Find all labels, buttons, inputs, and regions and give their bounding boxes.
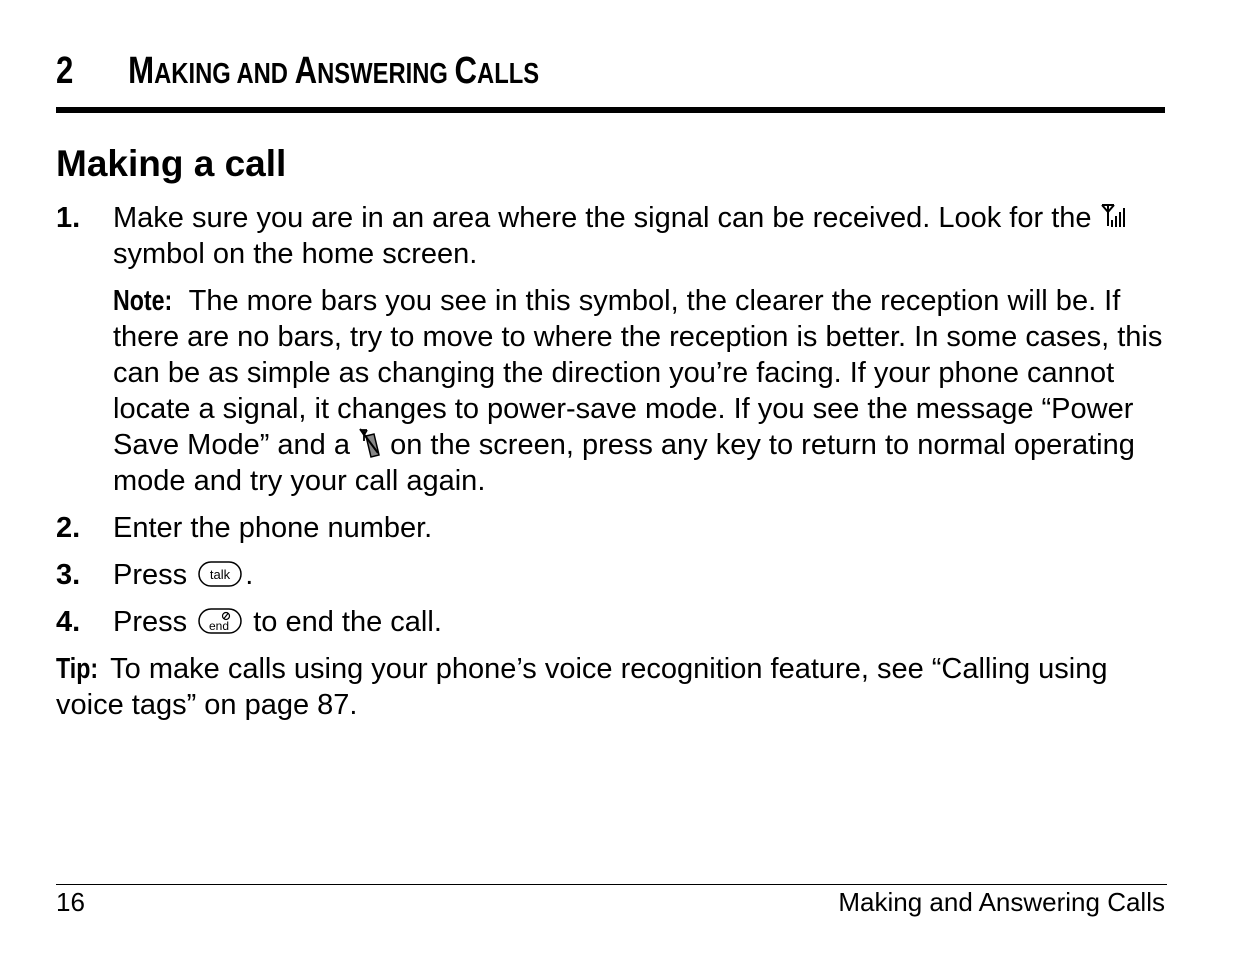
step-text: Make sure you are in an area where the signal can be received. Look for the	[113, 202, 1092, 234]
talk-key-icon	[195, 558, 245, 590]
step-number: 2.	[56, 512, 81, 544]
tip-text: To make calls using your phone’s voice recognition feature, see “Calling using voice tags” on page 87.	[56, 653, 1108, 721]
chapter-number: 2	[56, 50, 74, 92]
title-rest: ALLS	[477, 58, 540, 90]
note-text-cont: on the screen, press any key to return to normal operating mode and try your call again.	[113, 429, 1135, 497]
list-item	[56, 200, 1166, 272]
step-text: Enter the phone number.	[113, 512, 433, 544]
title-rest: NSWERING	[317, 58, 455, 90]
list-item	[56, 510, 1166, 546]
step-number: 4.	[56, 606, 81, 638]
page-body	[56, 200, 1166, 723]
title-rest: AKING AND	[154, 58, 295, 90]
no-signal-phone-icon	[358, 427, 382, 459]
title-cap: C	[454, 50, 478, 92]
end-key-icon	[195, 605, 245, 637]
step-text-cont: .	[245, 559, 254, 591]
note-label: Note:	[113, 285, 173, 317]
step-text: Press	[113, 559, 196, 591]
step-number: 3.	[56, 559, 81, 591]
chapter-title	[128, 50, 539, 92]
tip-label: Tip:	[56, 653, 99, 685]
title-cap: M	[128, 50, 155, 92]
step-text-cont: to end the call.	[245, 606, 442, 638]
chapter-rule	[56, 107, 1165, 113]
footer-chapter-title: Making and Answering Calls	[838, 887, 1165, 917]
section-title: Making a call	[56, 143, 287, 184]
step-number: 1.	[56, 202, 81, 234]
talk-key-label: talk	[210, 567, 231, 583]
title-cap: A	[294, 50, 318, 92]
step-text-cont: symbol on the home screen.	[113, 238, 478, 270]
step-text: Press	[113, 606, 196, 638]
tip-paragraph	[56, 651, 1166, 723]
end-key-label: end	[209, 619, 230, 634]
signal-icon	[1100, 202, 1126, 230]
footer-rule	[56, 884, 1167, 885]
list-item	[56, 557, 1166, 593]
note-text: The more bars you see in this symbol, the clearer the reception will be. If there are no bars, try to move to where the reception is better. In some cases, this can be as simple as changing the direction you’re facing. If your phone cannot locate a signal, it changes to power-save mode. If you see the message “Power Save Mode” and a	[113, 285, 1163, 461]
list-item	[56, 604, 1166, 640]
page-number: 16	[56, 887, 85, 917]
note-paragraph	[56, 283, 1166, 499]
chapter-heading	[56, 50, 539, 93]
